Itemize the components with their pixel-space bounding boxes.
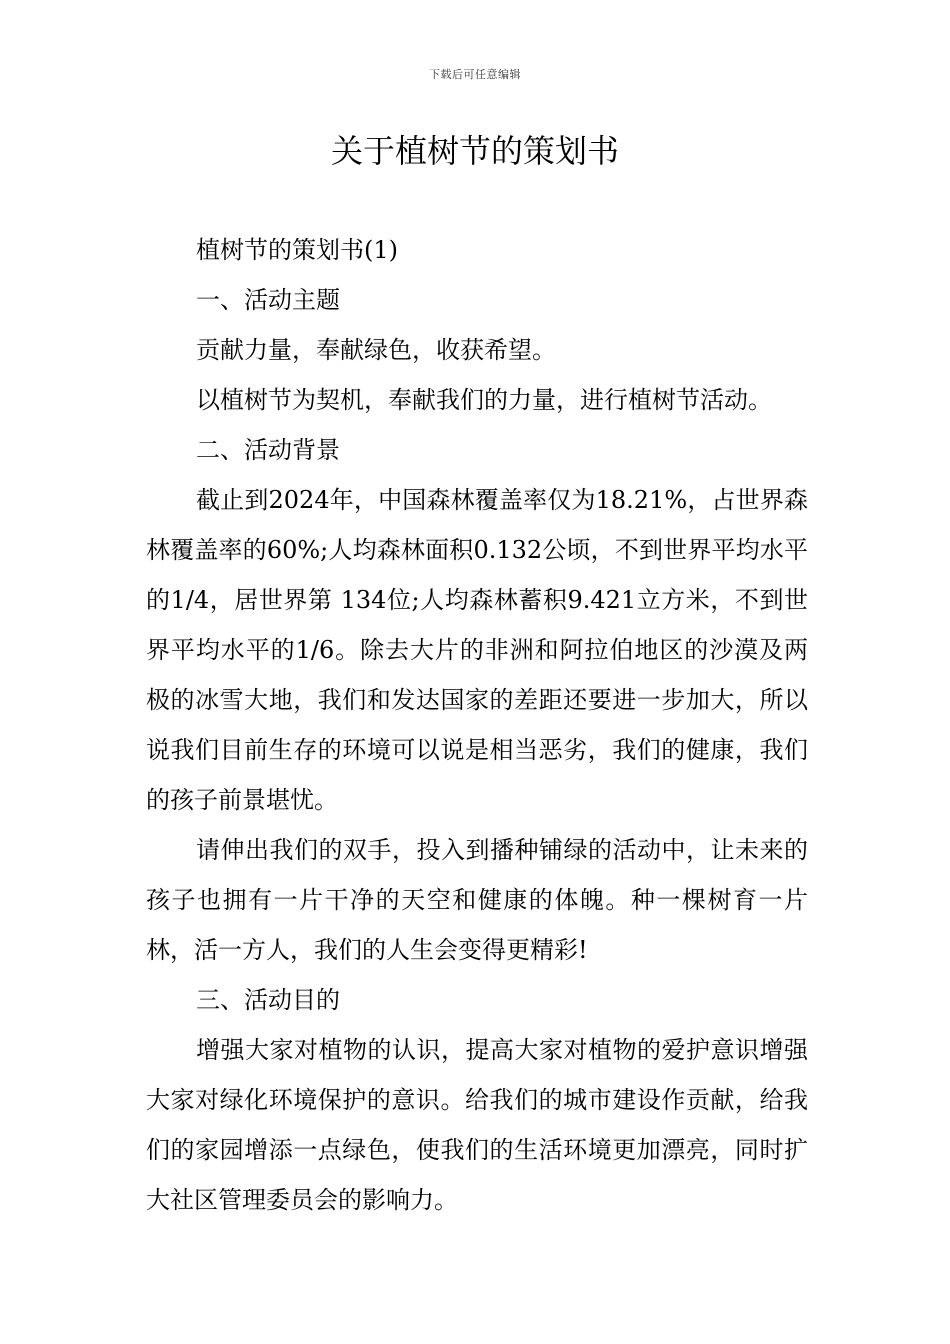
paragraph: 贡献力量，奉献绿色，收获希望。	[196, 336, 556, 364]
document-body	[146, 225, 808, 1225]
paragraph: 以植树节为契机，奉献我们的力量，进行植树节活动。	[196, 386, 772, 414]
section-heading-background: 二、活动背景	[196, 436, 340, 464]
paragraph: 截止到2024年，中国森林覆盖率仅为18.21%，占世界森林覆盖率的60%;人均森林面积0.132公顷，不到世界平均水平的1/4，居世界第 134位;人均森林蓄积9.421立方米，不到世界平均水平的1/6。除去大片的非洲和阿拉伯地区的沙漠及两极的冰雪大地，我们和发达国家的差距还要进一步加大，所以说我们目前生存的环境可以说是相当恶劣，我们的健康，我们的孩子前景堪忧。	[146, 486, 808, 814]
section-heading-theme: 一、活动主题	[196, 286, 340, 314]
header-note: 下载后可任意编辑	[429, 68, 521, 81]
section-heading-purpose: 三、活动目的	[196, 986, 340, 1014]
subtitle-paragraph: 植树节的策划书(1)	[196, 236, 398, 264]
paragraph: 增强大家对植物的认识，提高大家对植物的爱护意识增强大家对绿化环境保护的意识。给我们的城市建设作贡献，给我们的家园增添一点绿色，使我们的生活环境更加漂亮，同时扩大社区管理委员会的影响力。	[146, 1036, 808, 1214]
paragraph: 请伸出我们的双手，投入到播种铺绿的活动中，让未来的孩子也拥有一片干净的天空和健康的体魄。种一棵树育一片林，活一方人，我们的人生会变得更精彩!	[146, 836, 808, 964]
document-title: 关于植树节的策划书	[330, 132, 619, 170]
